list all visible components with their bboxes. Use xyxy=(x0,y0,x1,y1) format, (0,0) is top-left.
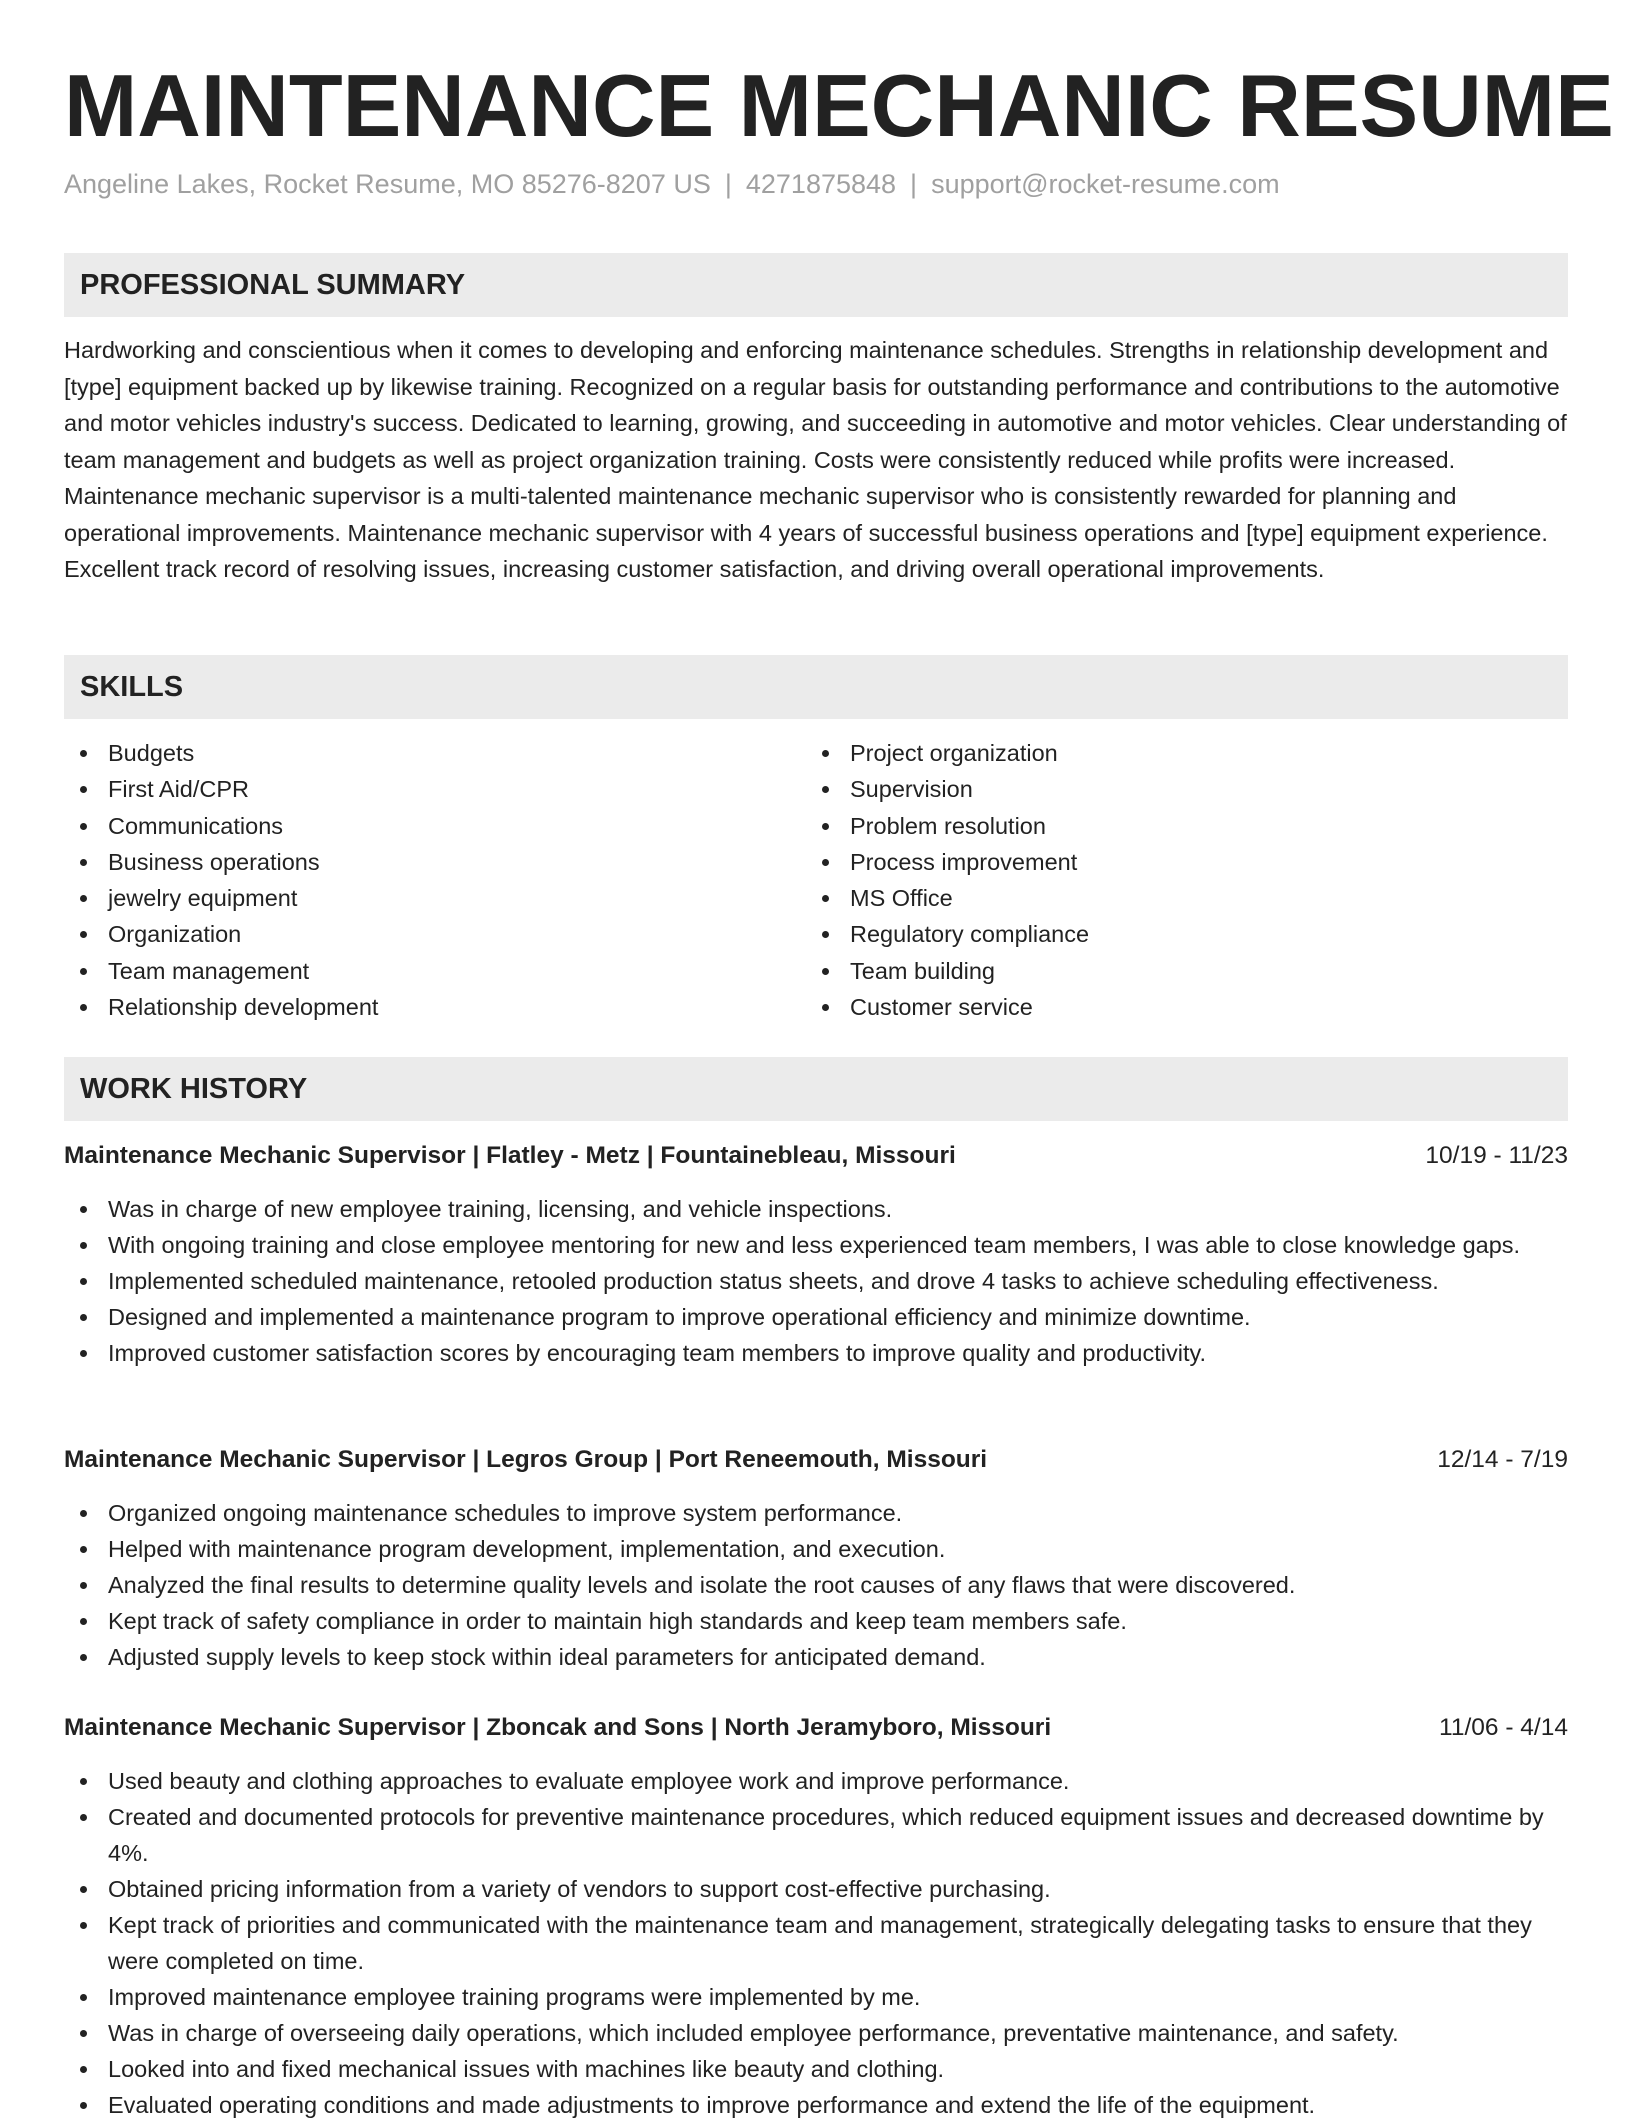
job-title: Maintenance Mechanic Supervisor | Legros Group | Port Reneemouth, Missouri xyxy=(64,1446,988,1473)
job-bullet: Implemented scheduled maintenance, retooled production status sheets, and drove 4 tasks to achieve scheduling effectiveness. xyxy=(64,1263,1568,1299)
job-dates: 12/14 - 7/19 xyxy=(1437,1446,1568,1473)
job-bullet: With ongoing training and close employee mentoring for new and less experienced team members, I was able to close knowledge gaps. xyxy=(64,1227,1568,1263)
job-bullets xyxy=(64,1495,1568,1675)
skills-heading: SKILLS xyxy=(64,655,1568,719)
contact-separator: | xyxy=(910,169,918,199)
job-bullet: Was in charge of overseeing daily operations, which included employee performance, preventative maintenance, and safety. xyxy=(64,2015,1568,2051)
job-bullet: Analyzed the final results to determine quality levels and isolate the root causes of any flaws that were discovered. xyxy=(64,1567,1568,1603)
job-title: Maintenance Mechanic Supervisor | Zboncak and Sons | North Jeramyboro, Missouri xyxy=(64,1714,1052,1741)
job-bullet: Improved maintenance employee training programs were implemented by me. xyxy=(64,1979,1568,2015)
contact-separator: | xyxy=(724,169,732,199)
job-bullet: Used beauty and clothing approaches to evaluate employee work and improve performance. xyxy=(64,1763,1568,1799)
skill-item: Organization xyxy=(64,916,764,952)
summary-text: Hardworking and conscientious when it comes to developing and enforcing maintenance schedules. Strengths in relationship development and [type] equipment backed up by likewise training. Recognized on a regular basis for outstanding performance and contributions to the automotive and motor vehicles industry's success. Dedicated to learning, growing, and succeeding in automotive and motor vehicles. Clear understanding of team management and budgets as well as project organization training. Costs were consistently reduced while profits were increased. Maintenance mechanic supervisor is a multi-talented maintenance mechanic supervisor who is consistently rewarded for planning and operational improvements. Maintenance mechanic supervisor with 4 years of successful business operations and [type] equipment experience. Excellent track record of resolving issues, increasing customer satisfaction, and driving overall operational improvements. xyxy=(64,337,1567,582)
job-bullet: Helped with maintenance program development, implementation, and execution. xyxy=(64,1531,1568,1567)
job-bullets xyxy=(64,1191,1568,1371)
job-bullet: Evaluated operating conditions and made adjustments to improve performance and extend the life of the equipment. xyxy=(64,2087,1568,2123)
job-bullet: Kept track of priorities and communicated with the maintenance team and management, strategically delegating tasks to ensure that they were completed on time. xyxy=(64,1907,1568,1979)
skill-item: Budgets xyxy=(64,735,764,771)
work-history-heading: WORK HISTORY xyxy=(64,1057,1568,1121)
job-bullet: Looked into and fixed mechanical issues with machines like beauty and clothing. xyxy=(64,2051,1568,2087)
job-bullet: Was in charge of new employee training, licensing, and vehicle inspections. xyxy=(64,1191,1568,1227)
contact-phone: 4271875848 xyxy=(745,169,897,199)
job-bullet: Improved customer satisfaction scores by encouraging team members to improve quality and productivity. xyxy=(64,1335,1568,1371)
skills-list-right xyxy=(806,735,1506,1025)
job-bullet: Created and documented protocols for preventive maintenance procedures, which reduced equipment issues and decreased downtime by 4%. xyxy=(64,1799,1568,1871)
contact-address: Angeline Lakes, Rocket Resume, MO 85276-8207 US xyxy=(64,169,711,199)
job-bullet: Organized ongoing maintenance schedules to improve system performance. xyxy=(64,1495,1568,1531)
skill-item: jewelry equipment xyxy=(64,880,764,916)
job-dates: 11/06 - 4/14 xyxy=(1439,1714,1568,1741)
skill-item: First Aid/CPR xyxy=(64,771,764,807)
skill-item: Project organization xyxy=(806,735,1506,771)
skill-item: Team building xyxy=(806,953,1506,989)
job-bullet: Kept track of safety compliance in order to maintain high standards and keep team members safe. xyxy=(64,1603,1568,1639)
skill-item: Process improvement xyxy=(806,844,1506,880)
job-bullet: Obtained pricing information from a variety of vendors to support cost-effective purchasing. xyxy=(64,1871,1568,1907)
skill-item: Customer service xyxy=(806,989,1506,1025)
skill-item: Relationship development xyxy=(64,989,764,1025)
skills-list-left xyxy=(64,735,764,1025)
skill-item: Team management xyxy=(64,953,764,989)
contact-line xyxy=(64,166,1280,202)
skill-item: Regulatory compliance xyxy=(806,916,1506,952)
job-title: Maintenance Mechanic Supervisor | Flatley - Metz | Fountainebleau, Missouri xyxy=(64,1142,956,1169)
skill-item: Problem resolution xyxy=(806,808,1506,844)
summary-heading: PROFESSIONAL SUMMARY xyxy=(64,253,1568,317)
contact-email: support@rocket-resume.com xyxy=(931,169,1280,199)
skill-item: Supervision xyxy=(806,771,1506,807)
job-bullet: Designed and implemented a maintenance program to improve operational efficiency and minimize downtime. xyxy=(64,1299,1568,1335)
skill-item: MS Office xyxy=(806,880,1506,916)
skill-item: Communications xyxy=(64,808,764,844)
skill-item: Business operations xyxy=(64,844,764,880)
job-dates: 10/19 - 11/23 xyxy=(1425,1142,1568,1169)
resume-title: MAINTENANCE MECHANIC RESUME xyxy=(64,56,1614,155)
job-bullet: Adjusted supply levels to keep stock within ideal parameters for anticipated demand. xyxy=(64,1639,1568,1675)
job-bullets xyxy=(64,1763,1568,2123)
